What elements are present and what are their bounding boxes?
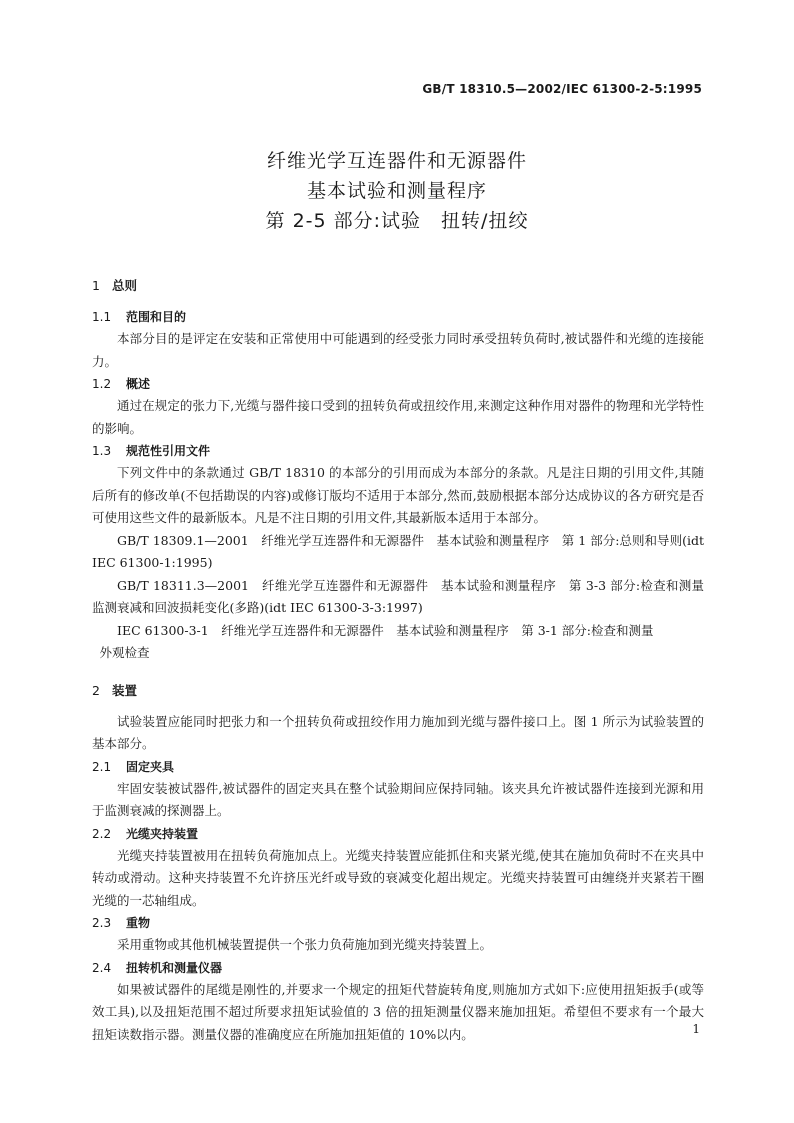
section-title: 规范性引用文件	[126, 444, 211, 458]
section-2-2-heading	[92, 823, 704, 845]
reference-line: IEC 61300-3-1 纤维光学互连器件和无源器件 基本试验和测量程序 第 3-1 部分:检查和测量	[117, 622, 654, 638]
section-title: 重物	[126, 916, 151, 930]
paragraph: 通过在规定的张力下,光缆与器件接口受到的扭转负荷或扭绞作用,来测定这种作用对器件的物理和光学特性的影响。	[92, 398, 704, 436]
section-2-heading	[92, 679, 704, 703]
section-title: 装置	[112, 682, 138, 698]
section-title: 扭转机和测量仪器	[126, 960, 223, 975]
paragraph: 牢固安装被试器件,被试器件的固定夹具在整个试验期间应保持同轴。该夹具允许被试器件连接到光源和用于监测衰减的探测器上。	[92, 780, 704, 818]
paragraph: 采用重物或其他机械装置提供一个张力负荷施加到光缆夹持装置上。	[117, 937, 493, 952]
document-title	[0, 146, 794, 236]
section-1-2-heading	[92, 373, 704, 395]
section-2-3-heading	[92, 912, 704, 934]
standard-code: GB/T 18310.5—2002/IEC 61300-2-5:1995	[422, 82, 702, 96]
title-line-1: 纤维光学互连器件和无源器件	[266, 150, 527, 172]
section-number: 1	[92, 278, 100, 293]
section-number: 1.1	[92, 310, 112, 324]
section-number: 2.3	[92, 916, 112, 930]
section-number: 2.4	[92, 960, 112, 975]
section-number: 1.3	[92, 444, 112, 458]
section-2-1-heading	[92, 756, 704, 778]
title-line-2: 基本试验和测量程序	[306, 180, 487, 202]
section-2-4-heading	[92, 957, 704, 979]
reference-item: GB/T 18311.3—2001 纤维光学互连器件和无源器件 基本试验和测量程序 第 3-3 部分:检查和测量 监测衰减和回波损耗变化(多路)(idt IEC 61300-3-3:1997)	[92, 577, 717, 615]
paragraph: 本部分目的是评定在安装和正常使用中可能遇到的经受张力同时承受扭转负荷时,被试器件和光缆的连接能力。	[92, 331, 704, 369]
section-1-3-heading	[92, 440, 704, 462]
paragraph: 光缆夹持装置被用在扭转负荷施加点上。光缆夹持装置应能抓住和夹紧光缆,使其在施加负荷时不在夹具中转动或滑动。这种夹持装置不允许挤压光纤或导致的衰减变化超出规定。光缆夹持装置可由缠绕并夹紧若干圈光缆的一芯轴组成。	[92, 847, 704, 908]
section-number: 1.2	[92, 377, 112, 391]
section-title: 固定夹具	[126, 759, 175, 774]
section-title: 概述	[126, 377, 151, 391]
reference-item: GB/T 18309.1—2001 纤维光学互连器件和无源器件 基本试验和测量程序 第 1 部分:总则和导则(idt IEC 61300-1:1995)	[92, 532, 704, 570]
section-title: 范围和目的	[126, 310, 187, 324]
section-title: 光缆夹持装置	[126, 826, 199, 841]
reference-item	[92, 620, 704, 665]
paragraph: 试验装置应能同时把张力和一个扭转负荷或扭绞作用力施加到光缆与器件接口上。图 1 所示为试验装置的基本部分。	[92, 713, 704, 751]
section-1-1-heading	[92, 306, 704, 328]
paragraph: 下列文件中的条款通过 GB/T 18310 的本部分的引用而成为本部分的条款。凡是注日期的引用文件,其随后所有的修改单(不包括勘误的内容)或修订版均不适用于本部分,然而,鼓励根据本部分达成协议的各方研究是否可使用这些文件的最新版本。凡是不注日期的引用文件,其最新版本适用于本部分。	[92, 465, 704, 525]
paragraph: 如果被试器件的尾缆是刚性的,并要求一个规定的扭矩代替旋转角度,则施加方式如下:应使用扭矩扳手(或等效工具),以及扭矩范围不超过所要求扭矩试验值的 3 倍的扭矩测量仪器来施加扭矩。希望但不要求有一个最大扭矩读数指示器。测量仪器的准确度应在所施加扭矩值的 10%以内。	[92, 981, 704, 1042]
section-number: 2.2	[92, 826, 112, 841]
reference-line: 外观检查	[99, 645, 150, 660]
section-1-heading	[92, 274, 704, 298]
document-body	[92, 274, 717, 1046]
section-title: 总则	[112, 278, 138, 293]
page-number: 1	[692, 1022, 700, 1036]
section-number: 2.1	[92, 759, 112, 774]
title-line-3: 第 2-5 部分:试验 扭转/扭绞	[265, 210, 529, 232]
section-number: 2	[92, 682, 100, 698]
